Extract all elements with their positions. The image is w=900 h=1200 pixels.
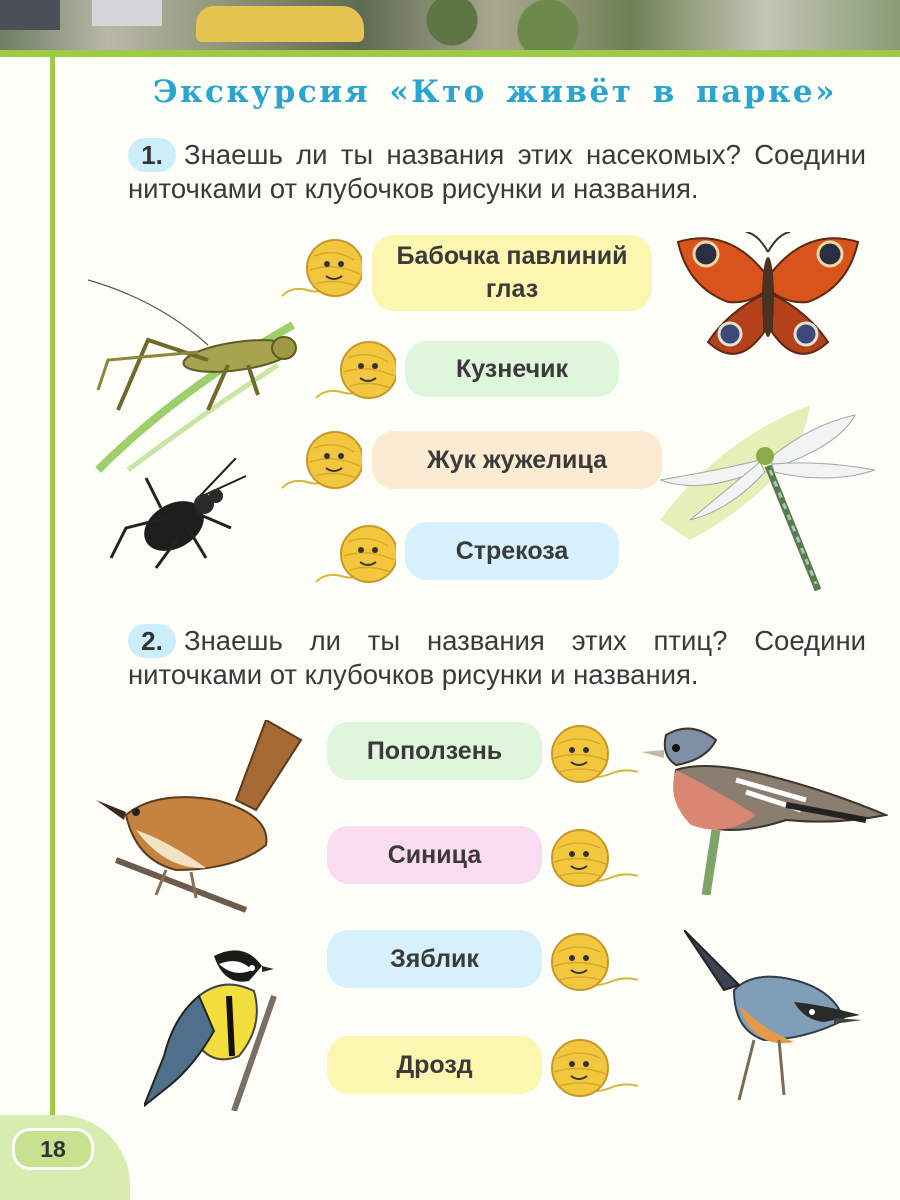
task-1-instruction: Знаешь ли ты названия этих насекомых? Соедини ниточками от клубочков рисунки и названия. (128, 139, 866, 204)
yarn-ball-icon[interactable] (550, 724, 640, 786)
beetle-icon[interactable] (106, 458, 254, 576)
label-beetle[interactable]: Жук жужелица (372, 431, 662, 489)
yarn-ball-icon[interactable] (550, 828, 640, 890)
task-2-instruction: Знаешь ли ты названия этих птиц? Соедини ниточками от клубочков рисунки и названия. (128, 625, 866, 690)
grasshopper-icon[interactable] (88, 270, 298, 475)
dragonfly-icon[interactable] (660, 400, 880, 595)
yarn-ball-icon[interactable] (550, 1038, 640, 1100)
header-divider (0, 50, 900, 57)
yarn-ball-icon[interactable] (550, 932, 640, 994)
task-1-text (128, 138, 866, 205)
butterfly-icon[interactable] (668, 232, 868, 372)
label-nuthatch[interactable]: Поползень (327, 722, 542, 780)
taxi-car-image (196, 6, 364, 42)
label-thrush[interactable]: Дрозд (327, 1036, 542, 1094)
label-tit[interactable]: Синица (327, 826, 542, 884)
page-title: Экскурсия «Кто живёт в парке» (153, 74, 837, 110)
van-image (92, 0, 162, 26)
nuthatch-icon[interactable] (684, 930, 862, 1102)
page-number: 18 (12, 1128, 94, 1170)
task-1-number: 1. (128, 138, 176, 172)
margin-rule (50, 57, 55, 1200)
label-dragonfly[interactable]: Стрекоза (405, 522, 619, 580)
yarn-ball-icon[interactable] (306, 524, 396, 586)
label-chaffinch[interactable]: Зяблик (327, 930, 542, 988)
thrush-icon[interactable] (96, 720, 306, 915)
trees-image (380, 0, 620, 50)
header-photo-strip (0, 0, 900, 50)
task-2-text (128, 624, 866, 691)
label-grasshopper[interactable]: Кузнечик (405, 341, 619, 397)
label-butterfly[interactable]: Бабочка павлиний глаз (372, 235, 652, 311)
task-2-number: 2. (128, 624, 176, 658)
dark-car-image (0, 0, 60, 30)
chaffinch-icon[interactable] (636, 720, 888, 895)
yarn-ball-icon[interactable] (306, 340, 396, 402)
tit-icon[interactable] (144, 936, 280, 1111)
